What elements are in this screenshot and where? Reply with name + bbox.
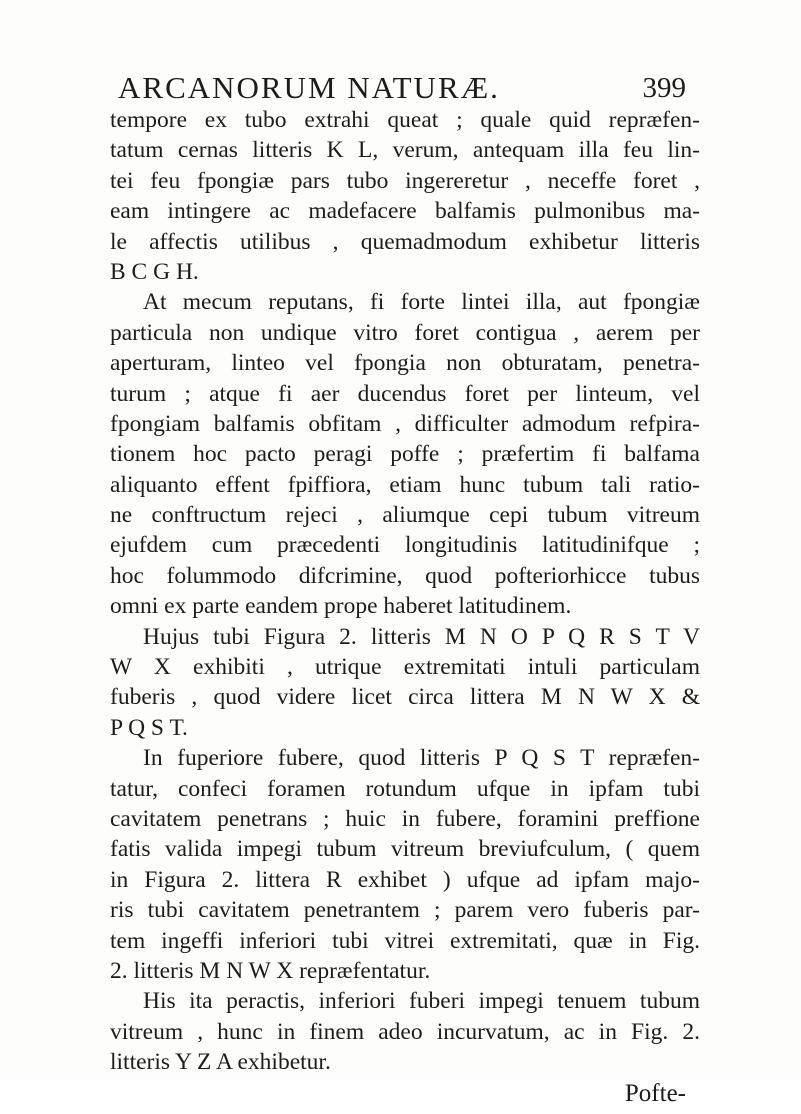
text-line: ejufdem cum præcedenti longitudinis latitudinifque ; [110, 532, 700, 559]
text-line: B C G H. [110, 258, 199, 285]
text-line: tei feu fpongiæ pars tubo ingereretur , neceffe foret , [110, 167, 700, 194]
text-line: ne conftructum rejeci , aliumque cepi tubum vitreum [110, 502, 700, 529]
paragraph-start-line: In fuperiore fubere, quod litteris P Q S T repræfen- [143, 745, 700, 772]
catchword: Pofte- [624, 1079, 686, 1107]
paragraph-start-line: His ita peractis, inferiori fuberi impegi tenuem tubum [143, 988, 700, 1015]
text-line: tem ingeffi inferiori tubi vitrei extremitati, quæ in Fig. [110, 927, 700, 954]
text-line: fpongiam balfamis obfitam , difficulter admodum refpira- [110, 410, 700, 437]
text-line: vitreum , hunc in finem adeo incurvatum, ac in Fig. 2. [110, 1018, 700, 1045]
running-head [118, 68, 686, 108]
text-line: fatis valida impegi tubum vitreum breviufculum, ( quem [110, 836, 700, 863]
running-title: ARCANORUM NATURÆ. [118, 70, 500, 105]
text-line: cavitatem penetrans ; huic in fubere, foramini preffione [110, 805, 700, 832]
text-line: le affectis utilibus , quemadmodum exhibetur litteris [110, 228, 700, 255]
text-line: tempore ex tubo extrahi queat ; quale quid repræfen- [110, 107, 700, 133]
text-line: in Figura 2. littera R exhibet ) ufque ad ipfam majo- [110, 866, 700, 893]
text-line: P Q S T. [110, 714, 188, 741]
text-line: 2. litteris M N W X repræfentatur. [110, 957, 431, 984]
paragraph-start-line: At mecum reputans, fi forte lintei illa, aut fpongiæ [143, 289, 700, 316]
text-line: hoc folummodo difcrimine, quod pofteriorhicce tubus [110, 562, 700, 589]
catchword-row [110, 1078, 700, 1114]
text-line: aperturam, linteo vel fpongia non obturatam, penetra- [110, 350, 700, 377]
text-line: eam intingere ac madefacere balfamis pulmonibus ma- [110, 198, 700, 225]
text-line: particula non undique vitro foret contigua , aerem per [110, 319, 700, 346]
page-number: 399 [642, 72, 686, 104]
body-text [110, 105, 700, 1114]
text-line: ris tubi cavitatem penetrantem ; parem vero fuberis par- [110, 897, 700, 924]
text-line: tatur, confeci foramen rotundum ufque in ipfam tubi [110, 775, 700, 802]
text-line: omni ex parte eandem prope haberet latitudinem. [110, 593, 572, 620]
text-line: turum ; atque fi aer ducendus foret per linteum, vel [110, 380, 700, 407]
text-line: aliquanto effent fpiffiora, etiam hunc tubum tali ratio- [110, 471, 700, 498]
text-line: tionem hoc pacto peragi poffe ; præfertim fi balfama [110, 441, 700, 468]
paragraph-start-line: Hujus tubi Figura 2. litteris M N O P Q R S T V [143, 623, 700, 650]
text-line: litteris Y Z A exhibetur. [110, 1049, 331, 1076]
text-line: W X exhibiti , utrique extremitati intuli particulam [110, 654, 700, 681]
text-line: fuberis , quod videre licet circa littera M N W X & [110, 684, 700, 711]
text-line: tatum cernas litteris K L, verum, antequam illa feu lin- [110, 137, 700, 164]
